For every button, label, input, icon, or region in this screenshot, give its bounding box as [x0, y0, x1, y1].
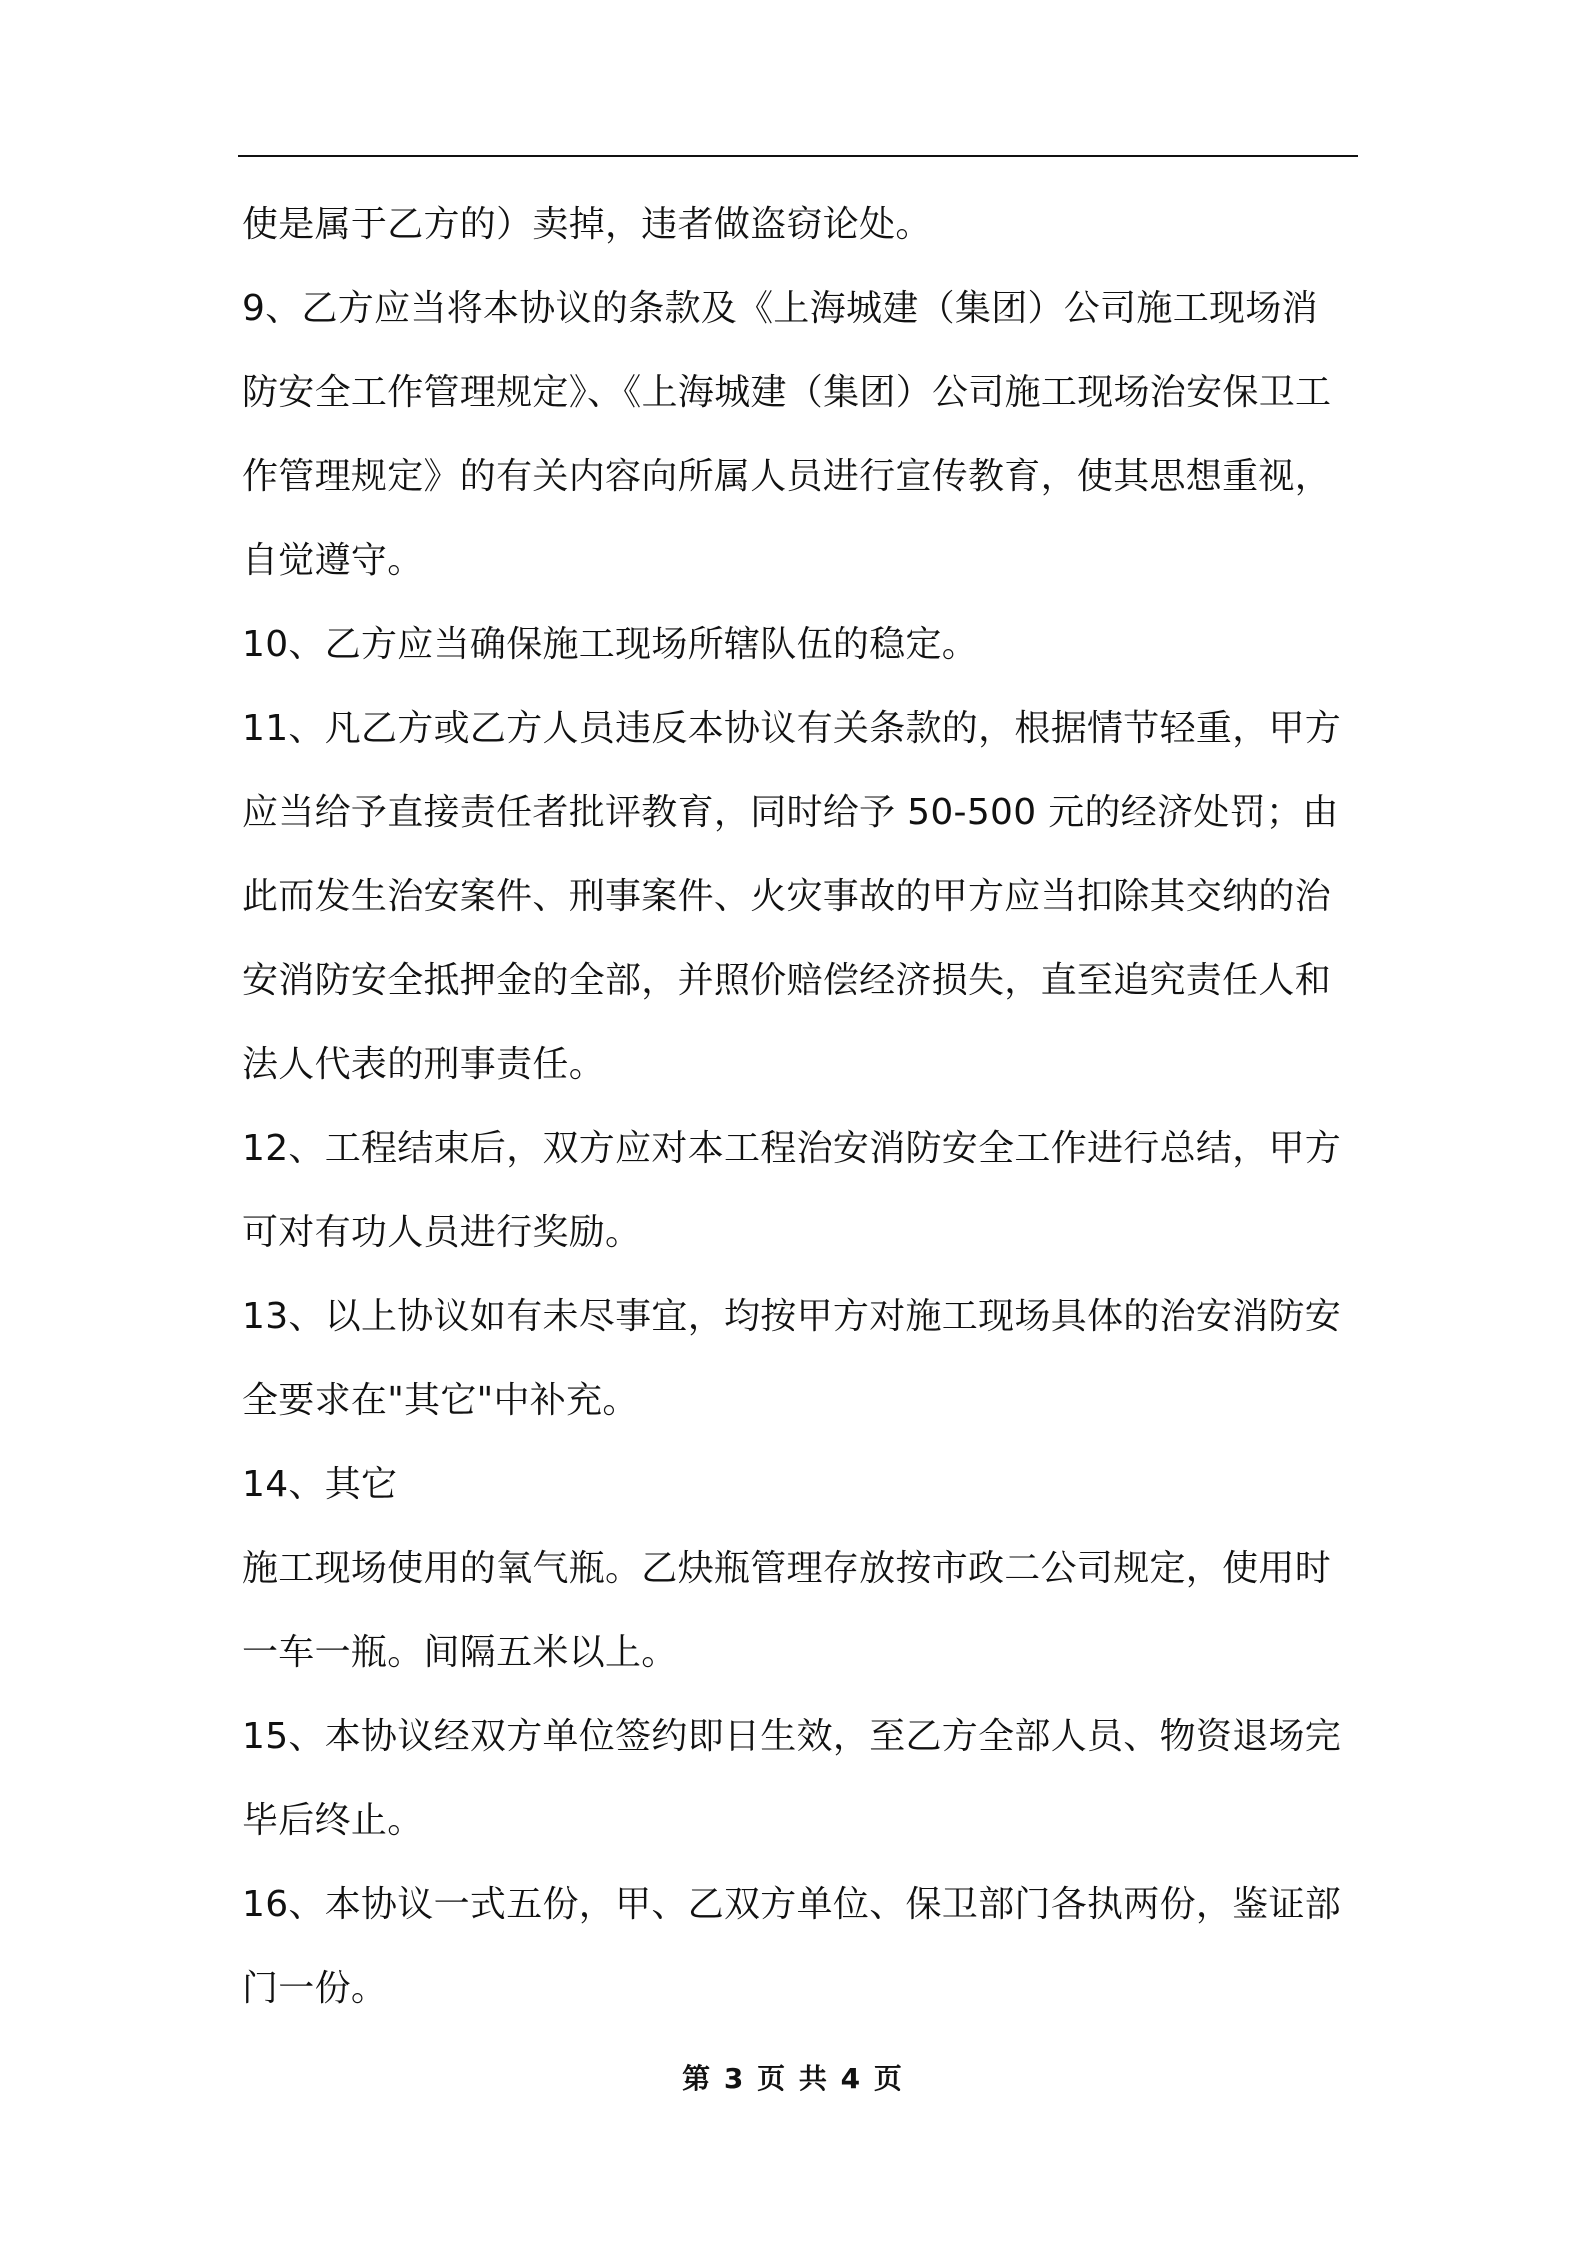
text-line: 施工现场使用的氧气瓶。乙炔瓶管理存放按市政二公司规定，使用时 [242, 1548, 1332, 1589]
text-line: 使是属于乙方的）卖掉，违者做盗窃论处。 [242, 204, 932, 245]
text-line: 13、以上协议如有未尽事宜，均按甲方对施工现场具体的治安消防安 [242, 1296, 1342, 1337]
text-line: 自觉遵守。 [242, 540, 424, 581]
text-line: 12、工程结束后，双方应对本工程治安消防安全工作进行总结，甲方 [242, 1128, 1342, 1169]
text-line: 门一份。 [242, 1968, 388, 2009]
text-line: 11、凡乙方或乙方人员违反本协议有关条款的，根据情节轻重，甲方 [242, 708, 1342, 749]
text-line: 应当给予直接责任者批评教育，同时给予 50-500 元的经济处罚；由 [242, 792, 1339, 833]
page-number: 第 3 页 共 4 页 [682, 2062, 904, 2095]
text-line: 14、其它 [242, 1464, 398, 1505]
header-rule [238, 155, 1358, 157]
text-line: 毕后终止。 [242, 1800, 424, 1841]
text-line: 安消防安全抵押金的全部，并照价赔偿经济损失，直至追究责任人和 [242, 960, 1332, 1001]
text-line: 10、乙方应当确保施工现场所辖队伍的稳定。 [242, 624, 979, 665]
text-line: 16、本协议一式五份，甲、乙双方单位、保卫部门各执两份，鉴证部 [242, 1884, 1342, 1925]
text-line: 防安全工作管理规定》、《上海城建（集团）公司施工现场治安保卫工 [242, 372, 1332, 413]
text-line: 15、本协议经双方单位签约即日生效，至乙方全部人员、物资退场完 [242, 1716, 1342, 1757]
text-line: 法人代表的刑事责任。 [242, 1044, 606, 1085]
text-line: 一车一瓶。间隔五米以上。 [242, 1632, 678, 1673]
text-line: 此而发生治安案件、刑事案件、火灾事故的甲方应当扣除其交纳的治 [242, 876, 1332, 917]
text-line: 作管理规定》的有关内容向所属人员进行宣传教育，使其思想重视， [242, 456, 1332, 497]
text-line: 可对有功人员进行奖励。 [242, 1212, 642, 1253]
text-line: 全要求在"其它"中补充。 [242, 1380, 639, 1421]
document-body [242, 183, 1357, 2031]
text-line: 9、乙方应当将本协议的条款及《上海城建（集团）公司施工现场消 [242, 288, 1318, 329]
